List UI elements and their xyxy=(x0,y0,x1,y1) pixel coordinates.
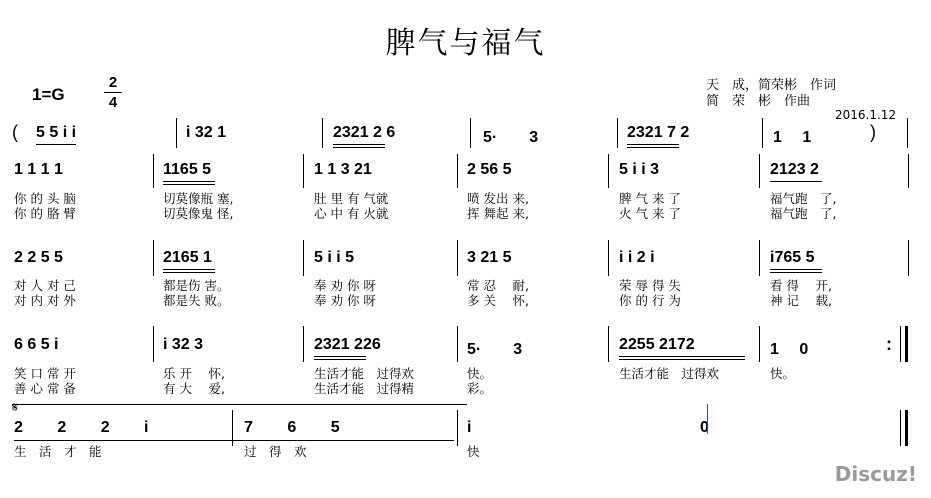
underline xyxy=(163,181,215,182)
row1-lyric2-a: 你 的 胳 臂 xyxy=(14,206,76,221)
row2-measure-3: 5 i i 5 xyxy=(314,249,355,266)
row3-lyric1-e: 生活才能 过得欢 xyxy=(619,366,720,381)
row3-measure-5: 2255 2172 xyxy=(619,336,695,353)
row2-lyric2-d: 多 关 怀, xyxy=(467,293,529,308)
row1-lyric1-e: 脾 气 来 了 xyxy=(619,191,681,206)
row1-measure-2: 1165 5 xyxy=(163,161,212,178)
row2-measure-5: i i 2 i xyxy=(619,249,655,266)
barline xyxy=(457,326,458,362)
row3-lyric1-c: 生活才能 过得欢 xyxy=(314,366,415,381)
row4-lyric-a: 生 活 才 能 xyxy=(14,444,102,459)
barline xyxy=(153,240,154,276)
row3-measure-6: 1 0 xyxy=(770,341,809,358)
row2-lyric1-a: 对 人 对 己 xyxy=(14,278,76,293)
row1-measure-1: 1 1 1 1 xyxy=(14,161,63,178)
barline xyxy=(303,326,304,362)
intro-measure-6: 1 1 xyxy=(773,129,812,146)
underline xyxy=(333,144,385,145)
row1-measure-3: 1 1 3 21 xyxy=(314,161,372,178)
row1-lyric1-d: 喷 发出 来, xyxy=(467,191,529,206)
row2-lyric2-a: 对 内 对 外 xyxy=(14,293,76,308)
row2-lyric2-c: 奉 劝 你 呀 xyxy=(314,293,376,308)
barline xyxy=(153,154,154,188)
underline xyxy=(163,269,215,270)
row2-lyric1-d: 常 忍 耐, xyxy=(467,278,529,293)
row1-lyric1-b: 切莫像瓶 塞, xyxy=(163,191,234,206)
barline xyxy=(759,326,760,362)
barline xyxy=(457,154,458,188)
barline xyxy=(470,118,471,148)
barline xyxy=(908,154,909,188)
time-sig-bottom: 4 xyxy=(108,94,118,111)
barline xyxy=(900,410,901,446)
final-barline xyxy=(905,326,908,362)
intro-open-paren: ( xyxy=(12,122,18,142)
intro-measure-3: 2321 2 6 xyxy=(333,124,396,141)
row2-measure-1: 2 2 5 5 xyxy=(14,249,63,266)
repeat-dots: : xyxy=(886,334,892,354)
row1-lyric2-e: 火 气 来 了 xyxy=(619,206,681,221)
row1-lyric2-f: 福气跑 了, xyxy=(770,206,837,221)
row2-lyric1-c: 奉 劝 你 呀 xyxy=(314,278,376,293)
segno-marker: 𝄋 xyxy=(12,400,19,416)
watermark: Discuz! xyxy=(834,462,917,486)
row4-measure-2: 7 6 5 xyxy=(244,419,340,436)
barline xyxy=(457,240,458,276)
key-signature: 1=G xyxy=(32,85,65,104)
row3-lyric1-d: 快。 xyxy=(467,366,493,381)
barline xyxy=(908,240,909,276)
date-stamp: 2016.1.12 xyxy=(835,108,897,122)
time-sig-top: 2 xyxy=(108,74,118,91)
row3-lyric2-a: 善 心 常 备 xyxy=(14,381,76,396)
barline xyxy=(617,118,618,148)
underline xyxy=(619,356,745,357)
underline xyxy=(619,359,745,360)
underline xyxy=(770,272,822,273)
row1-lyric2-b: 切莫像鬼 怪, xyxy=(163,206,234,221)
barline xyxy=(608,326,609,362)
barline xyxy=(322,118,323,148)
underline xyxy=(314,359,366,360)
row3-lyric1-b: 乐 开 怀, xyxy=(163,366,225,381)
row1-measure-4: 2 56 5 xyxy=(467,161,512,178)
barline xyxy=(303,240,304,276)
row1-lyric1-c: 肚 里 有 气就 xyxy=(314,191,389,206)
row4-lyric-c: 快 xyxy=(467,444,480,459)
row3-measure-1: 6 6 5 i xyxy=(14,336,59,353)
final-barline xyxy=(905,410,908,446)
underline xyxy=(14,440,454,441)
row4-measure-4: 0 xyxy=(700,419,709,436)
intro-measure-4: 5· 3 xyxy=(483,129,539,146)
underline xyxy=(163,272,215,273)
barline xyxy=(303,154,304,188)
intro-close-paren: ) xyxy=(870,122,876,142)
underline xyxy=(163,184,215,185)
time-signature xyxy=(104,74,122,111)
underline xyxy=(770,181,822,182)
barline xyxy=(176,118,177,148)
row1-lyric1-f: 福气跑 了, xyxy=(770,191,837,206)
composer-credit: 简 荣 彬 作曲 xyxy=(706,94,811,109)
row1-lyric2-c: 心 中 有 火就 xyxy=(314,206,389,221)
underline xyxy=(627,144,679,145)
row2-lyric1-b: 都是伤 害。 xyxy=(163,278,230,293)
barline xyxy=(608,154,609,188)
intro-measure-5: 2321 7 2 xyxy=(627,124,690,141)
row2-lyric2-f: 神 记 载, xyxy=(770,293,832,308)
intro-measure-2: i 32 1 xyxy=(186,124,227,141)
row2-measure-6: i765 5 xyxy=(770,249,815,266)
text-cursor xyxy=(707,404,708,434)
underline xyxy=(314,356,366,357)
barline xyxy=(608,240,609,276)
row2-lyric2-b: 都是失 败。 xyxy=(163,293,230,308)
row2-lyric1-f: 看 得 开, xyxy=(770,278,832,293)
lyricist-credit: 天 成，简荣彬 作词 xyxy=(706,78,837,93)
barline xyxy=(907,118,908,148)
row4-lyric-b: 过 得 欢 xyxy=(244,444,307,459)
row3-measure-3: 2321 226 xyxy=(314,336,381,353)
row1-measure-5: 5 i i 3 xyxy=(619,161,660,178)
row3-lyric2-c: 生活才能 过得精 xyxy=(314,381,415,396)
underline xyxy=(627,147,679,148)
row1-lyric1-a: 你 的 头 脑 xyxy=(14,191,76,206)
barline xyxy=(900,326,901,362)
row2-lyric1-e: 荣 辱 得 失 xyxy=(619,278,681,293)
barline xyxy=(759,154,760,188)
intro-measure-1: 5 5 i i xyxy=(36,124,77,141)
row2-measure-2: 2165 1 xyxy=(163,249,212,266)
barline xyxy=(153,326,154,362)
volta-line xyxy=(12,404,467,405)
row2-lyric2-e: 你 的 行 为 xyxy=(619,293,681,308)
row3-lyric1-a: 笑 口 常 开 xyxy=(14,366,76,381)
underline xyxy=(36,144,76,145)
row1-measure-6: 2123 2 xyxy=(770,161,819,178)
barline xyxy=(762,118,763,148)
row3-measure-4: 5· 3 xyxy=(467,341,523,358)
row4-measure-1: 2 2 2 i xyxy=(14,419,149,436)
row4-measure-3: i xyxy=(467,419,472,436)
row2-measure-4: 3 21 5 xyxy=(467,249,512,266)
barline xyxy=(759,240,760,276)
barline xyxy=(457,410,458,446)
song-title: 脾气与福气 xyxy=(385,26,546,61)
underline xyxy=(333,147,385,148)
row3-lyric1-f: 快。 xyxy=(770,366,796,381)
row3-lyric2-b: 有 大 爱, xyxy=(163,381,225,396)
underline xyxy=(770,269,822,270)
row1-lyric2-d: 挥 舞起 来, xyxy=(467,206,529,221)
row3-lyric2-d: 彩。 xyxy=(467,381,493,396)
row3-measure-2: i 32 3 xyxy=(163,336,204,353)
